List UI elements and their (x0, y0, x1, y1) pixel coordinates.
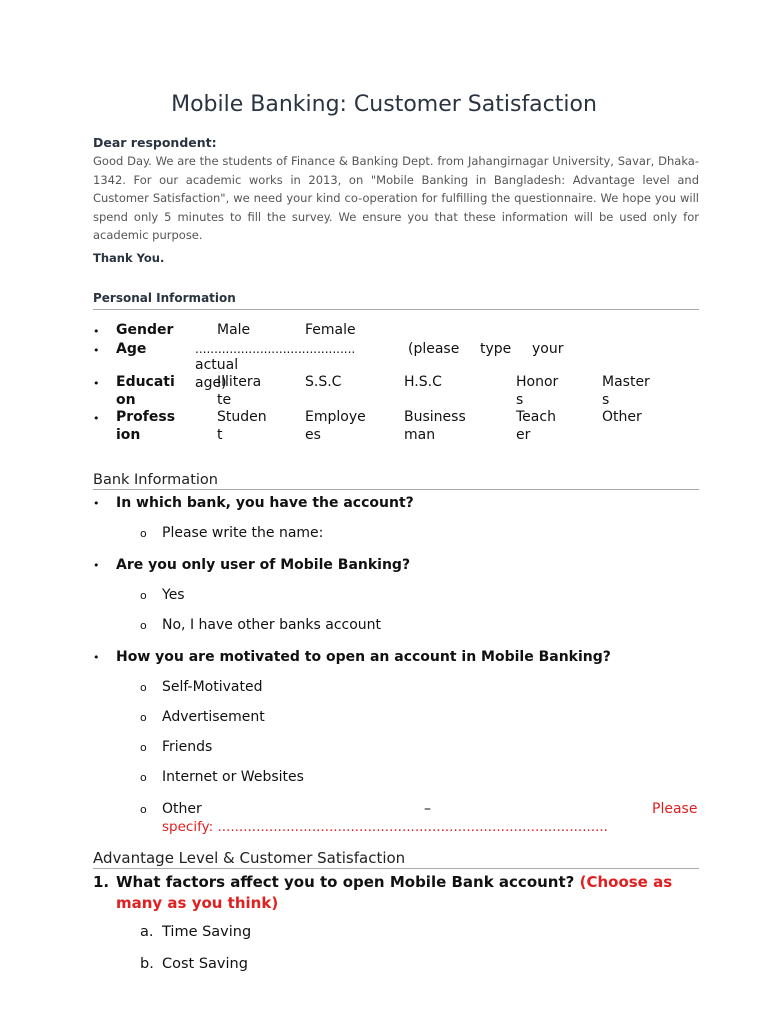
other-specify-field[interactable]: specify: ........................................................................................... (162, 819, 608, 835)
gender-option-male[interactable]: Male (217, 322, 251, 338)
education-option[interactable]: te (217, 392, 232, 408)
option-friends[interactable]: Friends (162, 739, 213, 755)
education-option[interactable]: S.S.C (305, 374, 342, 390)
profession-option[interactable]: Other (602, 409, 642, 425)
sub-bullet: o (140, 803, 147, 816)
list-marker: a. (140, 924, 154, 940)
option-cost-saving[interactable]: Cost Saving (162, 956, 248, 972)
option-advertisement[interactable]: Advertisement (162, 709, 265, 725)
age-hint-line2: actual age) (195, 357, 239, 391)
age-hint-word: (please (408, 341, 460, 357)
advantage-heading: Advantage Level & Customer Satisfaction (93, 849, 699, 869)
profession-option[interactable]: Studen (217, 409, 267, 425)
education-option[interactable]: H.S.C (404, 374, 442, 390)
bullet: • (93, 377, 100, 390)
gender-label: Gender (116, 322, 174, 338)
thanks-text: Thank You. (93, 251, 165, 265)
sub-bullet: o (140, 681, 147, 694)
profession-option[interactable]: Teach (516, 409, 556, 425)
age-blank[interactable]: .......................................... (195, 342, 356, 356)
profession-option[interactable]: Employe (305, 409, 366, 425)
education-option[interactable]: Honor (516, 374, 559, 390)
bullet: • (93, 412, 100, 425)
profession-option[interactable]: Business (404, 409, 466, 425)
sub-bullet: o (140, 619, 147, 632)
education-option[interactable]: s (602, 392, 610, 408)
profession-option[interactable]: es (305, 427, 321, 443)
question-number: 1. (93, 873, 110, 891)
education-option[interactable]: Illitera (217, 374, 262, 390)
profession-label: Profess (116, 409, 176, 425)
bullet: • (93, 497, 100, 510)
age-label: Age (116, 341, 147, 357)
option-no-other-banks[interactable]: No, I have other banks account (162, 617, 382, 633)
personal-info-heading: Personal Information (93, 291, 699, 310)
other-dash: – (424, 801, 431, 817)
education-label: on (116, 392, 136, 408)
sub-bullet: o (140, 771, 147, 784)
question-text (116, 872, 699, 914)
bullet: • (93, 344, 100, 357)
option-internet[interactable]: Internet or Websites (162, 769, 304, 785)
question-only-user: Are you only user of Mobile Banking? (116, 557, 411, 573)
profession-label: ion (116, 427, 141, 443)
gender-option-female[interactable]: Female (305, 322, 356, 338)
salutation: Dear respondent: (93, 135, 217, 150)
list-marker: b. (140, 956, 154, 972)
option-other[interactable]: Other (162, 801, 202, 817)
profession-option[interactable]: t (217, 427, 223, 443)
question-motivation: How you are motivated to open an account in Mobile Banking? (116, 649, 611, 665)
option-yes[interactable]: Yes (162, 587, 185, 603)
profession-option[interactable]: er (516, 427, 531, 443)
education-option[interactable]: s (516, 392, 524, 408)
bullet: • (93, 559, 100, 572)
bank-name-field[interactable]: Please write the name: (162, 525, 324, 541)
intro-paragraph: Good Day. We are the students of Finance & Banking Dept. from Jahangirnagar University, Savar, Dhaka-1342. For our academic works in 2013, on "Mobile Banking in Bangladesh: Advantage level and Customer Satisfaction", we need your kind co-operation for fulfilling the questionnaire. We hope you will spend only 5 minutes to fill the survey. We ensure you that these information will be used only for academic purpose. (93, 154, 699, 242)
education-label: Educati (116, 374, 175, 390)
sub-bullet: o (140, 527, 147, 540)
bullet: • (93, 325, 100, 338)
page-title: Mobile Banking: Customer Satisfaction (171, 92, 597, 117)
question-factors (93, 872, 699, 914)
question-bank-name: In which bank, you have the account? (116, 495, 414, 511)
education-option[interactable]: Master (602, 374, 650, 390)
sub-bullet: o (140, 711, 147, 724)
bullet: • (93, 651, 100, 664)
sub-bullet: o (140, 741, 147, 754)
age-hint-word: type (480, 341, 512, 357)
question-note: (Choose as many as you think) (116, 873, 673, 912)
bank-info-heading: Bank Information (93, 472, 699, 490)
age-hint-word: your (532, 341, 564, 357)
sub-bullet: o (140, 589, 147, 602)
other-please: Please (652, 801, 698, 817)
option-time-saving[interactable]: Time Saving (162, 924, 252, 940)
question-main-text: What factors affect you to open Mobile Bank account? (116, 873, 575, 891)
option-self-motivated[interactable]: Self-Motivated (162, 679, 263, 695)
profession-option[interactable]: man (404, 427, 436, 443)
